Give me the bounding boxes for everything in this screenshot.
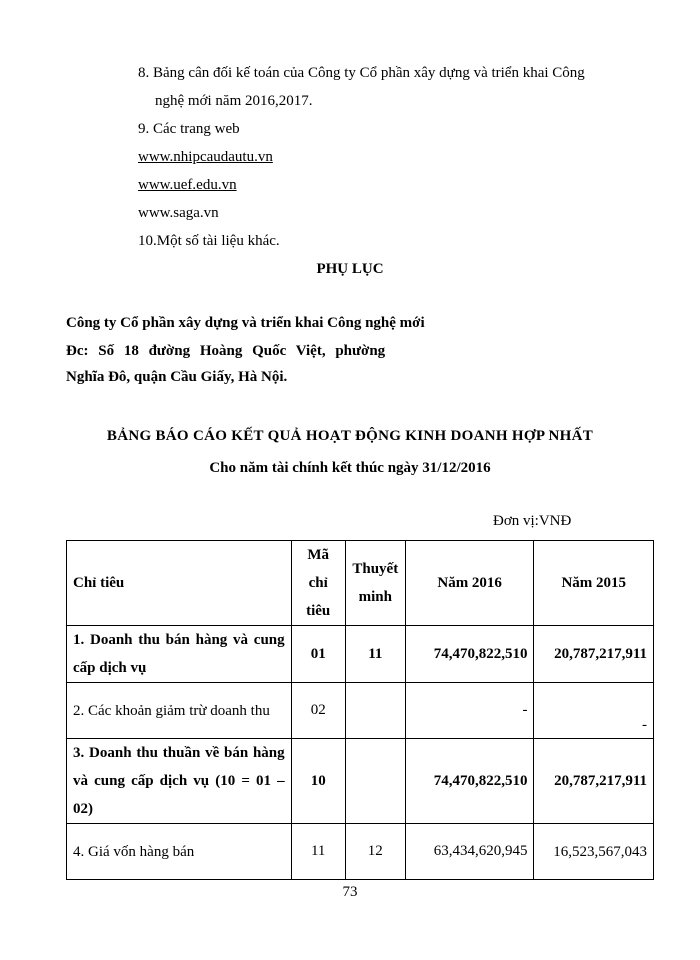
header-indicator: Chỉ tiêu <box>67 541 292 626</box>
row-value-2015: - <box>534 683 654 739</box>
reference-link-nhipcaudautu[interactable]: www.nhipcaudautu.vn <box>138 149 273 165</box>
reference-item-10: 10.Một số tài liệu khác. <box>138 233 280 249</box>
income-statement-table <box>66 540 654 880</box>
row-code: 02 <box>291 683 345 739</box>
row-note: 11 <box>345 626 405 683</box>
reference-item-8-line1: 8. Bảng cân đối kế toán của Công ty Cổ phần xây dựng và triển khai Công <box>138 65 585 81</box>
row-indicator: 2. Các khoản giảm trừ doanh thu <box>67 683 292 739</box>
header-year-2015: Năm 2015 <box>534 541 654 626</box>
row-indicator: 1. Doanh thu bán hàng và cung cấp dịch vụ <box>67 626 292 683</box>
row-value-2016: 74,470,822,510 <box>405 739 534 824</box>
row-value-2015: 16,523,567,043 <box>534 824 654 880</box>
header-note: Thuyết minh <box>345 541 405 626</box>
row-indicator: 4. Giá vốn hàng bán <box>67 824 292 880</box>
row-value-2016: 74,470,822,510 <box>405 626 534 683</box>
report-subtitle: Cho năm tài chính kết thúc ngày 31/12/2016 <box>209 460 491 476</box>
table-header-row <box>67 541 654 626</box>
header-year-2016: Năm 2016 <box>405 541 534 626</box>
row-note: 12 <box>345 824 405 880</box>
table-row <box>67 626 654 683</box>
table-row <box>67 683 654 739</box>
page-number: 73 <box>342 884 358 900</box>
report-unit: Đơn vị:VNĐ <box>493 513 572 529</box>
row-indicator: 3. Doanh thu thuần về bán hàng và cung cấp dịch vụ (10 = 01 – 02) <box>67 739 292 824</box>
row-value-2016: - <box>405 683 534 739</box>
table-row <box>67 739 654 824</box>
reference-link-uef[interactable]: www.uef.edu.vn <box>138 177 237 193</box>
row-value-2015: 20,787,217,911 <box>534 739 654 824</box>
report-title: BẢNG BÁO CÁO KẾT QUẢ HOẠT ĐỘNG KINH DOANH HỢP NHẤT <box>106 428 594 444</box>
row-value-2015: 20,787,217,911 <box>534 626 654 683</box>
table-row <box>67 824 654 880</box>
row-code: 10 <box>291 739 345 824</box>
row-note <box>345 683 405 739</box>
company-address-line2: Nghĩa Đô, quận Cầu Giấy, Hà Nội. <box>66 369 288 385</box>
reference-link-saga: www.saga.vn <box>138 205 219 221</box>
row-code: 11 <box>291 824 345 880</box>
reference-item-9: 9. Các trang web <box>138 121 240 137</box>
row-note <box>345 739 405 824</box>
company-name: Công ty Cổ phần xây dựng và triển khai Công nghệ mới <box>66 315 425 331</box>
header-code: Mã chỉ tiêu <box>291 541 345 626</box>
company-address-line1: Đc: Số 18 đường Hoàng Quốc Việt, phường <box>66 343 386 359</box>
appendix-title: PHỤ LỤC <box>316 261 384 277</box>
row-value-2016: 63,434,620,945 <box>405 824 534 880</box>
reference-item-8-line2: nghệ mới năm 2016,2017. <box>155 93 313 109</box>
row-code: 01 <box>291 626 345 683</box>
